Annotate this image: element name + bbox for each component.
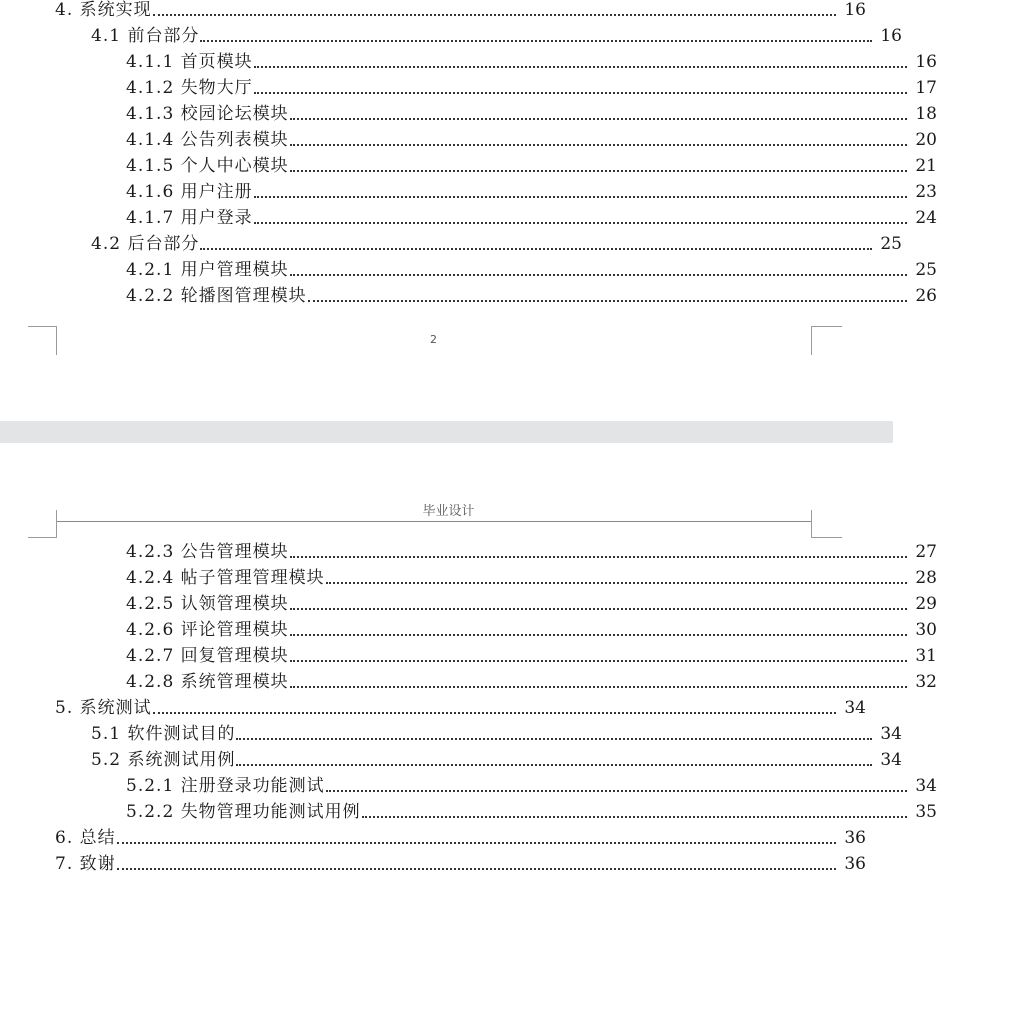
toc-dot-leader xyxy=(326,581,907,584)
toc-entry[interactable] xyxy=(0,101,1019,127)
toc-entry[interactable] xyxy=(0,799,1019,825)
toc-entry-title: 4. 系统实现 xyxy=(55,0,152,20)
toc-dot-leader xyxy=(236,763,872,766)
toc-entry[interactable] xyxy=(0,851,948,877)
toc-entry-title: 4.2 后台部分 xyxy=(91,234,200,254)
toc-entry-page-number: 16 xyxy=(880,26,902,46)
header-rule xyxy=(57,521,811,522)
toc-entry-title: 4.2.2 轮播图管理模块 xyxy=(126,286,307,306)
toc-entry-title: 4.1.3 校园论坛模块 xyxy=(126,104,289,124)
toc-dot-leader xyxy=(290,273,907,276)
running-header: 毕业设计 xyxy=(422,504,475,519)
toc-entry-title: 5.2 系统测试用例 xyxy=(91,750,236,770)
toc-entry[interactable] xyxy=(0,825,948,851)
margin-corner-mark xyxy=(811,510,842,538)
toc-dot-leader xyxy=(117,841,836,844)
toc-dot-leader xyxy=(254,91,907,94)
toc-entry-page-number: 24 xyxy=(915,208,937,228)
toc-entry-page-number: 25 xyxy=(880,234,902,254)
toc-dot-leader xyxy=(254,65,907,68)
toc-dot-leader xyxy=(290,117,907,120)
toc-entry[interactable] xyxy=(0,49,1019,75)
toc-dot-leader xyxy=(290,555,907,558)
toc-entry-title: 4.2.4 帖子管理管理模块 xyxy=(126,568,325,588)
toc-entry[interactable] xyxy=(0,565,1019,591)
toc-entry[interactable] xyxy=(0,23,984,49)
toc-entry-page-number: 35 xyxy=(915,802,937,822)
toc-entry-page-number: 30 xyxy=(915,620,937,640)
toc-entry-page-number: 16 xyxy=(844,0,866,20)
toc-entry-title: 4.2.3 公告管理模块 xyxy=(126,542,289,562)
toc-entry-title: 7. 致谢 xyxy=(55,854,116,874)
toc-entry[interactable] xyxy=(0,643,1019,669)
toc-dot-leader xyxy=(200,39,872,42)
toc-entry[interactable] xyxy=(0,231,984,257)
toc-entry[interactable] xyxy=(0,617,1019,643)
toc-entry-page-number: 27 xyxy=(915,542,937,562)
toc-entry-page-number: 17 xyxy=(915,78,937,98)
toc-entry[interactable] xyxy=(0,747,984,773)
toc-dot-leader xyxy=(290,169,907,172)
toc-entry[interactable] xyxy=(0,773,1019,799)
margin-corner-mark xyxy=(28,510,57,538)
toc-dot-leader xyxy=(308,299,907,302)
toc-entry-page-number: 26 xyxy=(915,286,937,306)
toc-dot-leader xyxy=(236,737,872,740)
toc-entry-page-number: 34 xyxy=(915,776,937,796)
toc-entry-page-number: 28 xyxy=(915,568,937,588)
toc-dot-leader xyxy=(290,633,907,636)
toc-entry[interactable] xyxy=(0,0,948,23)
toc-entry[interactable] xyxy=(0,153,1019,179)
toc-entry[interactable] xyxy=(0,539,1019,565)
toc-entry[interactable] xyxy=(0,591,1019,617)
toc-entry[interactable] xyxy=(0,179,1019,205)
toc-entry-page-number: 31 xyxy=(915,646,937,666)
toc-dot-leader xyxy=(290,659,907,662)
toc-dot-leader xyxy=(362,815,907,818)
toc-entry[interactable] xyxy=(0,205,1019,231)
toc-dot-leader xyxy=(153,13,836,16)
toc-entry-page-number: 32 xyxy=(915,672,937,692)
toc-entry-title: 4.2.7 回复管理模块 xyxy=(126,646,289,666)
toc-dot-leader xyxy=(290,685,907,688)
toc-entry-page-number: 34 xyxy=(880,750,902,770)
toc-dot-leader xyxy=(153,711,836,714)
toc-entry-page-number: 16 xyxy=(915,52,937,72)
toc-entry-title: 4.2.6 评论管理模块 xyxy=(126,620,289,640)
toc-entry-title: 5. 系统测试 xyxy=(55,698,152,718)
toc-entry[interactable] xyxy=(0,257,1019,283)
toc-entry-title: 5.2.1 注册登录功能测试 xyxy=(126,776,325,796)
toc-entry-title: 4.1.5 个人中心模块 xyxy=(126,156,289,176)
toc-entry-title: 4.1.6 用户注册 xyxy=(126,182,253,202)
toc-entry-page-number: 29 xyxy=(915,594,937,614)
toc-entry-page-number: 36 xyxy=(844,854,866,874)
toc-entry[interactable] xyxy=(0,669,1019,695)
toc-entry[interactable] xyxy=(0,127,1019,153)
toc-dot-leader xyxy=(290,607,907,610)
toc-entry-page-number: 25 xyxy=(915,260,937,280)
toc-entry-page-number: 18 xyxy=(915,104,937,124)
page-number: 2 xyxy=(430,333,437,346)
toc-entry[interactable] xyxy=(0,695,948,721)
toc-entry-title: 4.1.7 用户登录 xyxy=(126,208,253,228)
toc-entry-title: 4.1 前台部分 xyxy=(91,26,200,46)
toc-entry-page-number: 20 xyxy=(915,130,937,150)
toc-entry-title: 4.2.1 用户管理模块 xyxy=(126,260,289,280)
toc-entry-page-number: 23 xyxy=(915,182,937,202)
toc-dot-leader xyxy=(254,221,907,224)
toc-entry[interactable] xyxy=(0,721,984,747)
toc-entry-page-number: 21 xyxy=(915,156,937,176)
toc-entry[interactable] xyxy=(0,75,1019,101)
toc-entry-title: 4.1.2 失物大厅 xyxy=(126,78,253,98)
toc-entry-title: 5.2.2 失物管理功能测试用例 xyxy=(126,802,361,822)
toc-entry[interactable] xyxy=(0,283,1019,309)
toc-entry-title: 4.2.8 系统管理模块 xyxy=(126,672,289,692)
toc-entry-title: 4.1.1 首页模块 xyxy=(126,52,253,72)
toc-dot-leader xyxy=(117,867,836,870)
toc-entry-title: 4.2.5 认领管理模块 xyxy=(126,594,289,614)
toc-entry-title: 5.1 软件测试目的 xyxy=(91,724,236,744)
toc-dot-leader xyxy=(290,143,907,146)
toc-entry-page-number: 36 xyxy=(844,828,866,848)
toc-dot-leader xyxy=(326,789,907,792)
toc-dot-leader xyxy=(200,247,872,250)
page-gap xyxy=(0,421,893,443)
toc-entry-page-number: 34 xyxy=(880,724,902,744)
toc-entry-page-number: 34 xyxy=(844,698,866,718)
toc-entry-title: 6. 总结 xyxy=(55,828,116,848)
toc-entry-title: 4.1.4 公告列表模块 xyxy=(126,130,289,150)
toc-dot-leader xyxy=(254,195,907,198)
